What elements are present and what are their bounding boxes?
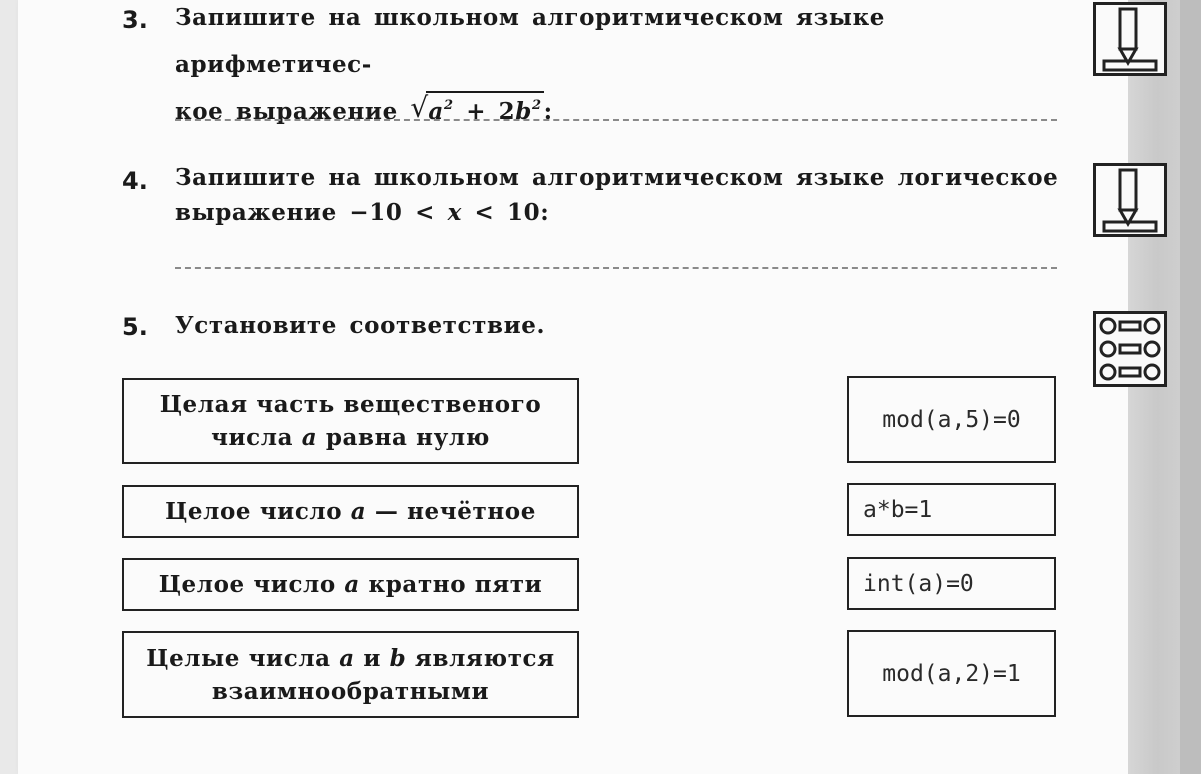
task-3-number: 3. <box>122 6 148 34</box>
left-item-1[interactable]: Целая часть вещественого числа a равна нулю <box>122 378 579 464</box>
task-4-text <box>175 155 1065 226</box>
matching-icon <box>1093 311 1167 387</box>
right-item-1[interactable]: mod(a,5)=0 <box>847 376 1056 463</box>
task-3-line1: Запишите на школьном алгоритмическом языке арифметичес- <box>175 4 886 78</box>
answer-line-3[interactable] <box>175 119 1057 121</box>
task-5-number: 5. <box>122 313 148 341</box>
pencil-write-icon <box>1093 2 1167 76</box>
answer-line-4[interactable] <box>175 267 1057 269</box>
task-5-text: Установите соответствие. <box>175 312 546 339</box>
right-item-2[interactable]: a*b=1 <box>847 483 1056 536</box>
task-4-number: 4. <box>122 167 148 195</box>
next-page-edge <box>1180 0 1201 774</box>
right-item-4[interactable]: mod(a,2)=1 <box>847 630 1056 717</box>
task-4-line2: выражение −10 < x < 10: <box>175 199 550 226</box>
right-item-3[interactable]: int(a)=0 <box>847 557 1056 610</box>
left-item-2[interactable]: Целое число a — нечётное <box>122 485 579 538</box>
sqrt-expression: √ $a^2 + 2b^2$ <box>410 91 542 125</box>
task-3-text <box>175 0 1065 135</box>
task-4-line1: Запишите на школьном алгоритмическом языке логическое <box>175 164 1059 191</box>
task-3-line2: кое выражение √ $a^2 + 2b^2$: <box>175 88 1065 135</box>
left-item-4[interactable]: Целые числа a и b являются взаимнообратными <box>122 631 579 718</box>
left-item-3[interactable]: Целое число a кратно пяти <box>122 558 579 611</box>
pencil-write-icon <box>1093 163 1167 237</box>
